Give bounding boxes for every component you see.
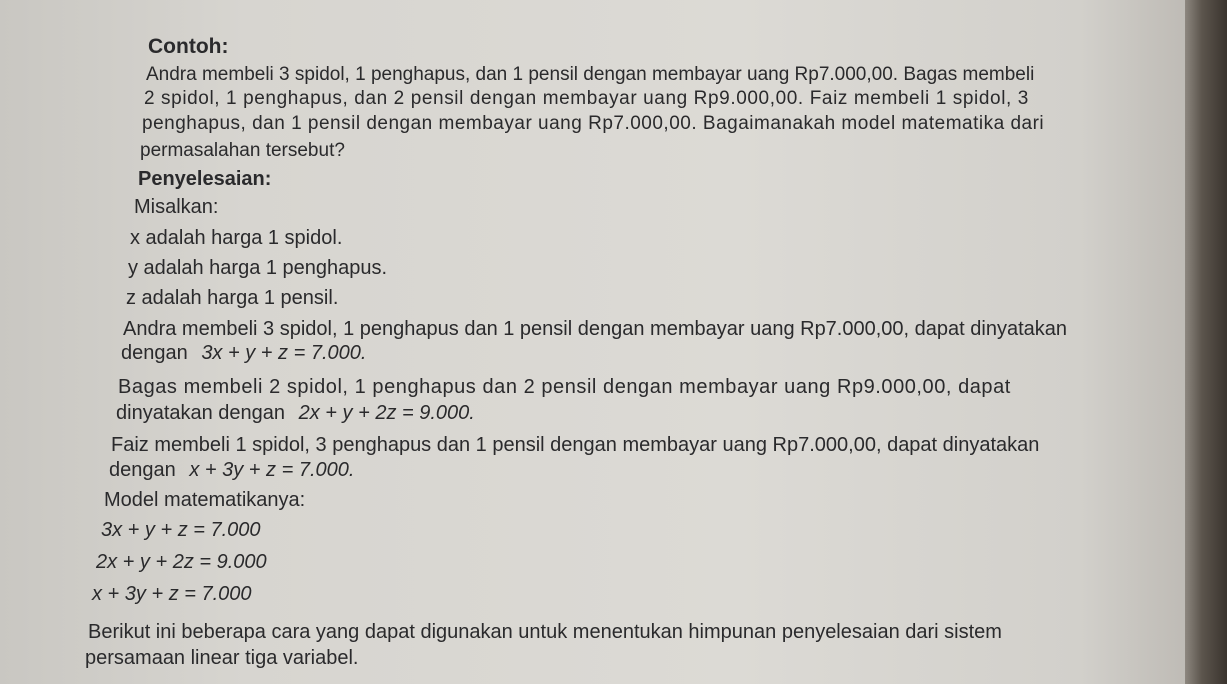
- statement-1-prefix: dengan: [121, 342, 188, 364]
- variable-z: z adalah harga 1 pensil.: [126, 287, 339, 309]
- problem-line-1: Andra membeli 3 spidol, 1 penghapus, dan 1 pensil dengan membayar uang Rp7.000,00. Bagas membeli: [146, 64, 1035, 85]
- statement-3-prefix: dengan: [109, 459, 176, 481]
- statement-3-line-2: [109, 459, 354, 481]
- statement-2-line-2: [116, 402, 475, 424]
- model-equation-3: x + 3y + z = 7.000: [92, 583, 252, 605]
- model-equation-1: 3x + y + z = 7.000: [101, 519, 261, 541]
- solution-heading: Penyelesaian:: [138, 168, 272, 190]
- closing-line-1: Berikut ini beberapa cara yang dapat digunakan untuk menentukan himpunan penyelesaian dari sistem: [88, 621, 1002, 643]
- model-heading: Model matematikanya:: [104, 489, 306, 511]
- problem-line-4: permasalahan tersebut?: [140, 140, 345, 161]
- statement-3-equation: x + 3y + z = 7.000.: [189, 459, 355, 481]
- heading-contoh: Contoh:: [148, 35, 229, 58]
- closing-line-2: persamaan linear tiga variabel.: [85, 647, 359, 669]
- page-edge: [1185, 0, 1227, 684]
- problem-line-3: penghapus, dan 1 pensil dengan membayar uang Rp7.000,00. Bagaimanakah model matematika dari: [142, 113, 1045, 134]
- statement-1-line-2: [121, 342, 366, 364]
- statement-2-equation: 2x + y + 2z = 9.000.: [298, 402, 475, 424]
- statement-3-line-1: Faiz membeli 1 spidol, 3 penghapus dan 1 pensil dengan membayar uang Rp7.000,00, dapat dinyatakan: [111, 434, 1040, 456]
- problem-line-2: 2 spidol, 1 penghapus, dan 2 pensil dengan membayar uang Rp9.000,00. Faiz membeli 1 spidol, 3: [144, 88, 1029, 109]
- variable-y: y adalah harga 1 penghapus.: [128, 257, 388, 279]
- misalkan-label: Misalkan:: [134, 196, 219, 218]
- statement-1-line-1: Andra membeli 3 spidol, 1 penghapus dan 1 pensil dengan membayar uang Rp7.000,00, dapat dinyatakan: [123, 318, 1067, 340]
- variable-x: x adalah harga 1 spidol.: [130, 227, 343, 249]
- model-equation-2: 2x + y + 2z = 9.000: [96, 551, 267, 573]
- statement-1-equation: 3x + y + z = 7.000.: [201, 342, 367, 364]
- statement-2-line-1: Bagas membeli 2 spidol, 1 penghapus dan 2 pensil dengan membayar uang Rp9.000,00, dapat: [118, 376, 1011, 398]
- statement-2-prefix: dinyatakan dengan: [116, 402, 286, 424]
